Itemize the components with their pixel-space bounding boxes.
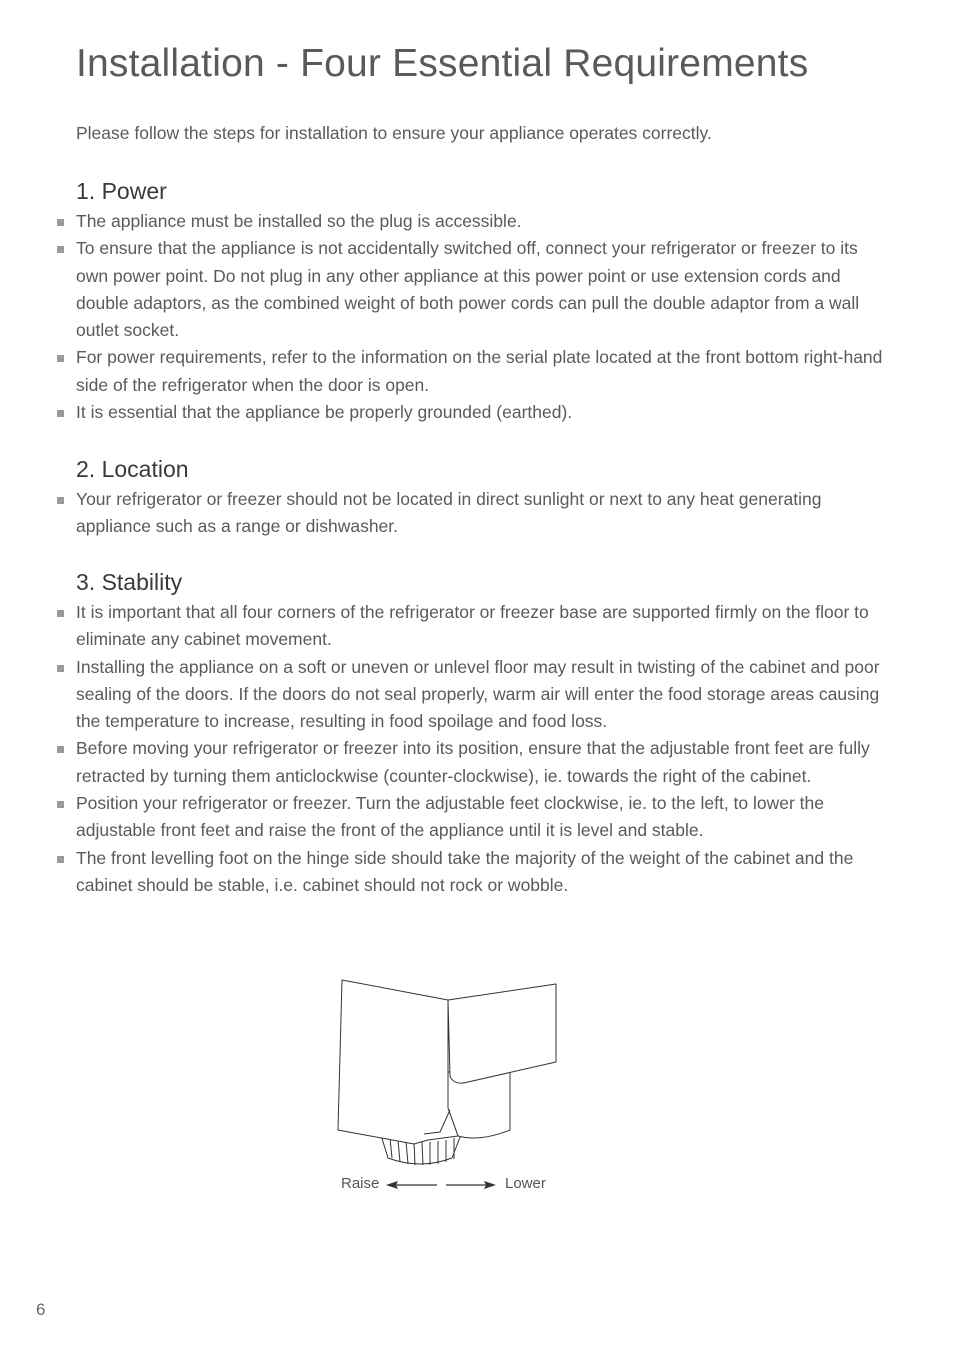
intro-text: Please follow the steps for installation to ensure your appliance operates correctly. [76, 123, 712, 143]
bullet-square-icon [57, 856, 64, 863]
cabinet-side-panel [338, 980, 458, 1144]
bullet-square-icon [57, 246, 64, 253]
section-stability [0, 567, 954, 899]
hinge-bracket [448, 984, 556, 1083]
list-item-text: To ensure that the appliance is not accidentally switched off, connect your refrigerator or freezer to its own power point. Do not plug in any other appliance at this power point or use extension cords and double adaptors, as the combined weight of both power cords can pull the double adaptor from a wall outlet socket. [76, 238, 860, 341]
section-heading: 1. Power [76, 178, 167, 204]
section-power [0, 176, 954, 426]
bullet-square-icon [57, 665, 64, 672]
raise-label: Raise [341, 1175, 380, 1192]
list-item [76, 486, 894, 541]
list-item-text: Installing the appliance on a soft or uneven or unlevel floor may result in twisting of the cabinet and poor sealing of the doors. If the doors do not seal properly, warm air will enter the food storage areas causing the temperature to increase, resulting in food spoilage and food loss. [76, 656, 880, 732]
list-item-text: It is essential that the appliance be properly grounded (earthed). [76, 402, 573, 423]
list-item [76, 235, 894, 344]
bullet-list [0, 208, 954, 426]
list-item [76, 735, 894, 790]
list-item-text: The front levelling foot on the hinge side should take the majority of the weight of the cabinet and the cabinet should be stable, i.e. cabinet should not rock or wobble. [76, 847, 854, 895]
lower-label: Lower [505, 1175, 546, 1192]
section-heading: 2. Location [76, 456, 189, 482]
levelling-foot-illustration [330, 972, 570, 1202]
bullet-square-icon [57, 610, 64, 617]
bullet-square-icon [57, 746, 64, 753]
list-item-text: Your refrigerator or freezer should not be located in direct sunlight or next to any heat generating appliance such as a range or dishwasher. [76, 489, 822, 537]
list-item [76, 790, 894, 845]
bullet-square-icon [57, 219, 64, 226]
list-item-text: Position your refrigerator or freezer. Turn the adjustable feet clockwise, ie. to the left, to lower the adjustable front feet and raise the front of the appliance until it is level and stable. [76, 793, 825, 841]
list-item [76, 344, 894, 399]
section-location [0, 454, 954, 541]
bullet-square-icon [57, 355, 64, 362]
list-item [76, 599, 894, 654]
bullet-square-icon [57, 801, 64, 808]
levelling-foot-diagram [330, 972, 570, 1202]
list-item [76, 208, 894, 235]
list-item-text: It is important that all four corners of the refrigerator or freezer base are supported firmly on the floor to eliminate any cabinet movement. [76, 602, 869, 650]
bullet-square-icon [57, 410, 64, 417]
bullet-square-icon [57, 497, 64, 504]
list-item-text: The appliance must be installed so the plug is accessible. [76, 211, 522, 231]
bullet-list [0, 486, 954, 541]
list-item-text: Before moving your refrigerator or freezer into its position, ensure that the adjustable front feet are fully retracted by turning them anticlockwise (counter-clockwise), ie. towards the right of the cabinet. [76, 738, 870, 786]
section-heading: 3. Stability [76, 569, 183, 595]
list-item [76, 399, 894, 426]
page-title: Installation - Four Essential Requirements [76, 42, 809, 85]
bullet-list [0, 599, 954, 899]
list-item [76, 845, 894, 900]
page-number: 6 [36, 1300, 46, 1319]
list-item-text: For power requirements, refer to the information on the serial plate located at the front bottom right-hand side of the refrigerator when the door is open. [76, 347, 883, 395]
list-item [76, 654, 894, 736]
